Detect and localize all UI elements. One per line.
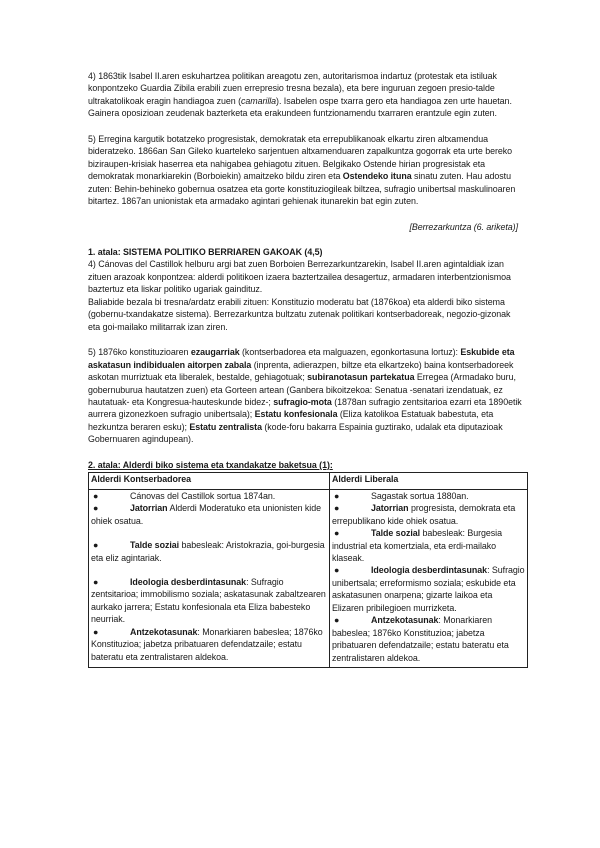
paragraph-5: 5) Erregina kargutik botatzeko progresistak, demokratak eta errepublikanoak elkartu ziren altxamendua bideratzeko. 1866an San Gileko kuarteleko sarjentuen altxamenduaren zapalkuntza gogorrak eta urte bereko biziraupen-krisiak haserrea eta nahigabea gehiagotu zituen. Belgikako Ostende hirian progresistak eta demokratak monarkiarekin (Borboiekin) amaitzeko bildu ziren eta Ostendeko ituna sinatu zuten. Hau adostu zuten: Behin-behineko gobernua osatzea eta gorte konstituziogileak biltzea, sufragio unibertsal maskulinoaren bitartez. 1867an unionistak eta armadako agintari gehienak itunarekin bat egin zuten.: [88, 133, 516, 207]
list-item: ● Ideologia desberdintasunak: Sufragio zentsitarioa; immobilismo soziala; askatasunak zabaltzearen aurkako jarrera; Estatu konfesionala eta Eliza babesteko neurriak.: [91, 576, 326, 625]
list-item: ● Jatorrian Alderdi Moderatuko eta unionisten kide ohiek osatua.: [91, 503, 321, 526]
column-header-liberal: Alderdi Liberala: [330, 473, 528, 489]
column-header-conservative: Alderdi Kontserbadorea: [89, 473, 330, 489]
liberal-cell: [330, 489, 528, 667]
list-item: ● Talde soziai babesleak: Aristokrazia, goi-burgesia eta eliz agintariak.: [91, 540, 325, 563]
list-item: ● Jatorrian progresista, demokrata eta errepublikano kide ohiek osatua.: [332, 503, 516, 526]
list-item: ● Cánovas del Castillok sortua 1874an.: [93, 490, 276, 501]
list-item: ● Talde sozial babesleak: Burgesia industrial eta komertziala, eta erdi-mailako klaseak.: [332, 528, 502, 563]
section1-heading: 1. atala: SISTEMA POLITIKO BERRIAREN GAKOAK (4,5): [88, 246, 323, 257]
paragraph-4: 4) 1863tik Isabel II.aren eskuhartzea politikan areagotu zen, autoritarismoa indartuz (protestak eta istiluak konpontzeko Guardia Zibila erabili zuen errepresio tresna bezala), eta bere inguruan zegoen presio-talde ultrakatolikoak eragin handiagoa zuen (camarilla). Isabelen ospe txarra gero eta handiagoa zen urte hauetan. Gainera oposizioan zeudenak bazterketa eta erakundeen funtzionamendu txarraren erantzule egin zuten.: [88, 71, 512, 119]
list-item: ● Antzekotasunak: Monarkiaren babeslea; 1876ko Konstituzioa; jabetza pribatuaren defendatzaile; estatu bateratu eta zentralistaren aldekoa.: [91, 626, 323, 662]
reference-note: [Berrezarkuntza (6. ariketa)]: [409, 221, 518, 232]
document-page: [88, 70, 524, 668]
ostende-term: Ostendeko ituna: [342, 171, 412, 182]
conservative-cell: [89, 489, 330, 667]
list-item: ● Antzekotasunak: Monarkiaren babeslea; 1876ko Konstituzioa; jabetza pribatuaren defendatzaile; estatu bateratu eta zentralistaren aldekoa.: [332, 615, 509, 663]
section1-paragraph-4: 4) Cánovas del Castillok helburu argi bat zuen Borboien Berrezarkuntzarekin, Isabel II.aren agintaldiak izan zituen arazoak konpontzea: alderdi politikoen izaera baztertzailea desagertuz, armadaren interbentzionismoa baztertuz eta liskar politiko ugariak gaindituz.: [88, 259, 511, 295]
section1-paragraph-5: 5) 1876ko konstituzioaren ezaugarriak (kontserbadorea eta malguazen, egonkortasuna lortuz): Eskubide eta askatasun indibidualen aitorpen zabala (inprenta, adierazpen, biltze eta elkartzeko) baina kontserbadoreek askotan murriztuak eta liberalek, bestalde, gehiagotuak; subiranotasun partekatua Erregea (Armadako buru, gobernuburua hautatzen zuen) eta Gorteen artean (Ganbera bikoitzekoa: Senatua -senatari izendatuak, ez hautatuak- eta Kongresua-hauteskunde bidez-; sufragio-mota (1878an sufragio zentsitarioa ezarri eta 1890etik aurrera gizonezkoen sufragio unibertsala); Estatu konfesionala (Eliza katolikoa Estatuak babestuta, eta hezkuntza beraren esku); Estatu zentralista (kode-foru bakarra Espainia guztirako, udalak eta diputazioak Gobernuaren agindupean).: [88, 347, 522, 445]
list-item: ● Sagastak sortua 1880an.: [334, 490, 469, 501]
bullet-icon: ●: [334, 490, 340, 501]
list-item: ● Ideologia desberdintasunak: Sufragio unibertsala; erreformismo soziala; eskubide eta askatasunen onarpena; gizarte laikoa eta Elizaren pribilegioen murrizketa.: [332, 565, 525, 613]
bullet-icon: ●: [93, 490, 99, 501]
section2-heading: 2. atala: Alderdi biko sistema eta txandakatze baketsua (1):: [88, 459, 333, 470]
section1-paragraph-4b: Baliabide bezala bi tresna/ardatz erabili zituen: Konstituzio moderatu bat (1876koa) eta alderdi biko sistema (gobernu-txandakatze sistema). Berrezarkuntza bultzatu zutenak politikari kontserbadoreak, negozio-gizonak eta goi-mailako militarrak izan ziren.: [88, 296, 511, 332]
camarilla-term: camarilla: [240, 95, 277, 106]
party-comparison-table: [88, 472, 528, 668]
